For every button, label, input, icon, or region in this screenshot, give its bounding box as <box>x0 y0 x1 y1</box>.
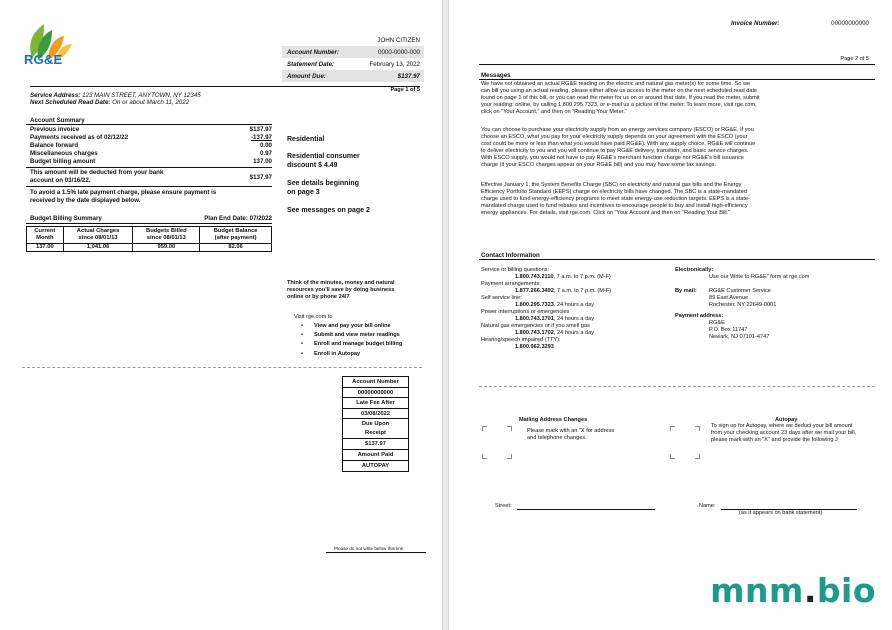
account-header-box <box>282 34 424 82</box>
column-header: Current Month <box>27 227 64 244</box>
details-line: on page 3 <box>287 188 320 196</box>
summary-row <box>30 134 272 141</box>
table-cell: 959.00 <box>133 244 200 252</box>
stub-amount: $137.97 <box>343 439 408 450</box>
list-item: • View and pay your bill online <box>294 322 434 331</box>
contact-label: Hearing/speech impaired (TTY): <box>481 337 561 343</box>
by-mail-block <box>675 288 875 309</box>
messages-note: See messages on page 2 <box>287 207 370 214</box>
deducted-line: This amount will be deducted from your bank <box>30 169 164 176</box>
rate-class: Residential <box>287 136 325 143</box>
column-header: Budgets Billed since 08/01/13 <box>133 227 200 244</box>
contact-label: Power interruptions or emergencies <box>481 309 570 315</box>
do-not-write-rule <box>326 552 426 553</box>
summary-label: Budget billing amount <box>30 158 96 165</box>
contact-list <box>481 267 681 351</box>
summary-label: Previous invoice <box>30 126 80 133</box>
invoice-number-label: Invoice Number: <box>731 20 780 27</box>
tear-line <box>479 386 875 387</box>
next-read-label: Next Scheduled Read Date: <box>30 99 111 106</box>
name-label: Name: <box>699 503 716 509</box>
rge-logo-text: RG&E <box>24 52 63 67</box>
messages-title: Messages <box>481 72 511 79</box>
contact-label: Payment arrangements: <box>481 281 541 287</box>
statement-date-value: February 13, 2022 <box>369 60 420 68</box>
messages-rule <box>479 79 875 80</box>
stub-account-number: 00000000000 <box>343 388 408 399</box>
budget-billing-title: Budget Billing Summary <box>30 215 102 222</box>
plan-end-date: Plan End Date: 07/2022 <box>204 215 272 222</box>
remittance-stub <box>342 376 409 472</box>
mailing-changes-title: Mailing Address Changes <box>519 417 588 423</box>
contact-number-line: 1.800.743.1702, 24 hours a day <box>515 330 595 336</box>
contact-number-line: 1.800.743.1701, 24 hours a day <box>515 316 595 322</box>
summary-value: 137.00 <box>253 158 272 165</box>
summary-row <box>30 158 272 165</box>
contact-label: Self service line: <box>481 295 522 301</box>
summary-value: -137.97 <box>251 134 272 141</box>
table-cell: 137.00 <box>27 244 64 252</box>
account-number-value: 0000-0000-000 <box>378 48 420 56</box>
contact-info-title: Contact Information <box>481 252 540 259</box>
summary-row <box>30 126 272 133</box>
mark-box-corner <box>670 426 675 431</box>
account-number-row <box>282 46 424 58</box>
amount-due-row <box>282 70 424 82</box>
mailing-changes-note: Please mark with an "X for address and telephone changes. <box>527 428 615 441</box>
discount-line: Residential consumer <box>287 153 360 160</box>
contact-label: Service or billing questions: <box>481 267 550 273</box>
statement-date-label: Statement Date: <box>287 60 335 68</box>
contact-number-line: 1.800.295.7323, 24 hours a day <box>515 302 595 308</box>
online-promo <box>287 280 427 301</box>
table-header-row <box>27 227 272 244</box>
statement-date-row <box>282 58 424 70</box>
account-summary-title: Account Summary <box>30 117 85 124</box>
do-not-write-note: Please do not write below this line <box>334 546 404 551</box>
street-input-line[interactable] <box>517 509 655 510</box>
message-paragraph: You can choose to purchase your electricity supply from an energy services company (ESCO) or RG&E. If you choose an ESCO, what you pay for your electricity supply depends on your agreement with the ESCO (your cost could be more or less than what you would have paid RG&E). With any supply choice, RG&E will continue to deliver electricity to you and you will continue to pay RG&E delivery, transition, and basic service charges. With ESCO supply, you would not have to pay RG&E's merchant function charge nor RG&E's bill issuance charge (if your ESCO charges appear on your RG&E bill) and you may have some tax savings. <box>481 127 756 168</box>
deducted-note <box>30 169 230 184</box>
service-address-label: Service Address: <box>30 92 81 99</box>
budget-billing-table <box>26 226 272 252</box>
summary-label: Miscellaneous charges <box>30 150 98 157</box>
bill-page-1 <box>0 0 443 630</box>
budget-title-rule <box>26 223 272 224</box>
stub-late-fee-date: 03/08/2022 <box>343 409 408 420</box>
summary-row <box>30 150 272 157</box>
summary-top-rule <box>26 124 272 125</box>
mark-box-corner <box>507 454 512 459</box>
electronically-label: Electronically: <box>675 267 714 273</box>
mark-box-corner <box>670 454 675 459</box>
bill-page-2 <box>448 0 892 630</box>
mnm-bio-watermark <box>710 571 876 610</box>
customer-name-row <box>282 34 424 46</box>
mark-box-corner <box>695 454 700 459</box>
next-read-date: On or about March 11, 2022 <box>112 99 190 106</box>
contact-number-line: 1.800.962.3293 <box>515 344 554 350</box>
customer-name: JOHN CITIZEN <box>377 36 420 44</box>
mark-box-corner <box>482 426 487 431</box>
deducted-line: account on 03/16/22. <box>30 176 91 184</box>
mark-box-corner <box>482 454 487 459</box>
payment-address: RG&E P.O. Box 11747 Newark, NJ 07101-4747 <box>709 320 770 340</box>
mark-box-corner <box>507 426 512 431</box>
amount-due-value: $137.97 <box>397 72 420 80</box>
watermark-tail: bio <box>816 571 876 610</box>
details-note <box>287 180 359 197</box>
discount-line: discount $ 4.49 <box>287 161 338 169</box>
stub-account-label: Account Number <box>343 377 408 388</box>
contact-channels <box>675 267 875 341</box>
stub-due: Due Upon Receipt <box>343 419 408 439</box>
contact-label: Natural gas emergencies or if you smell gas <box>481 323 590 329</box>
table-cell: 82.06 <box>200 244 272 252</box>
next-read-line <box>30 99 189 107</box>
consumer-discount <box>287 153 360 170</box>
summary-value: 0.97 <box>259 150 272 157</box>
page-number: Page 1 of 5 <box>390 87 420 93</box>
by-mail-address: RG&E Customer Service 89 East Avenue Rochester, NY 22649-0001 <box>709 288 777 308</box>
table-row <box>27 244 272 252</box>
stub-amount-paid-label: Amount Paid <box>343 450 408 461</box>
payment-address-label: Payment address: <box>675 313 724 319</box>
summary-total-rule <box>26 167 272 168</box>
service-address: 123 MAIN STREET, ANYTOWN, NY 12345 <box>82 92 201 99</box>
list-item: • Enroll and manage budget billing <box>294 340 434 349</box>
page-number: Page 2 of 5 <box>840 56 869 62</box>
by-mail-label: By mail: <box>675 288 697 294</box>
account-number-label: Account Number: <box>287 48 339 56</box>
visit-rge: Visit rge.com to <box>294 314 333 320</box>
online-services-list <box>294 322 434 359</box>
amount-due-label: Amount Due: <box>287 72 326 80</box>
stub-autopay: AUTOPAY <box>361 462 390 469</box>
summary-bottom-rule <box>26 186 272 187</box>
stub-late-fee-label: Late Fee After <box>343 398 408 409</box>
late-fee-line: received by the date displayed below. <box>30 196 141 204</box>
summary-label: Balance forward <box>30 142 79 149</box>
summary-value: $137.97 <box>249 126 272 133</box>
name-note: (as it appears on bank statement) <box>739 510 823 516</box>
table-cell: 1,041.06 <box>63 244 133 252</box>
late-fee-notice <box>30 189 272 204</box>
invoice-number: 00000000000 <box>831 20 869 27</box>
summary-label: Payments received as of 02/12/22 <box>30 134 129 141</box>
contact-rule <box>479 259 875 260</box>
electronically-text: Use our Write to RG&E" form at rge.com <box>709 274 810 280</box>
list-item: • Enroll in Autopay <box>294 350 434 359</box>
details-line: See details beginning <box>287 180 359 187</box>
autopay-title: Autopay <box>775 417 798 423</box>
message-paragraph: Effective January 1, the System Benefits Charge (SBC) on electricity and natural gas bills and the Energy Efficiency Portfolio Standard (EEPS) charge on electricity bills have changed. The SBC is a state-mandated charge used to fund energy-efficiency programs to meet state energy-use reduction targets. EEPS is a state- mandated charge used to fund rebates and incentives to encourage people to buy and install high-efficiency energy appliances. For details, visit rge.com. Click on "Your Account and then on "Reading Your Bill." <box>481 182 750 216</box>
watermark-dot: . <box>803 571 817 610</box>
summary-value: 0.00 <box>259 142 272 149</box>
contact-number-line: 1.877.266.3492, 7 a.m. to 7 p.m. (M-F) <box>515 288 612 294</box>
message-paragraph: We have not obtained an actual RG&E reading on the electric and natural gas meter(s) for some time. So we can bill you using an actual reading, please either allow us access to the meter on the next scheduled read date found on page 1 of this bill, or you can read the meter for us on or around that date. If you read the meter, submit your reading: online, by calling 1.800.295.7323, or e-mail us a picture of the meter. To learn more, visit rge.com, click on "Your Account," and then on "Reading Your Meter." <box>481 81 760 115</box>
column-header: Actual Charges since 08/01/13 <box>63 227 133 244</box>
promo-line: online or by phone 24/7 <box>287 294 350 300</box>
street-label: Street: <box>495 503 512 509</box>
mark-box-corner <box>695 426 700 431</box>
watermark-main: mnm <box>710 571 804 610</box>
list-item: • Submit and view meter readings <box>294 331 434 340</box>
autopay-note: To sign up for Autopay, where we deduct your bill amount from your checking account 23 days after we mail your bill, please mark with an "X" and provide the following J <box>711 423 857 443</box>
tear-line <box>22 367 422 368</box>
promo-line: Think of the minutes, money and natural <box>287 280 395 286</box>
promo-line: resources you'll save by doing business <box>287 287 395 293</box>
summary-row <box>30 142 272 149</box>
late-fee-line: To avoid a 1.5% late payment charge, please ensure payment is <box>30 189 217 196</box>
contact-number-line: 1.800.743.2110, 7 a.m. to 7 p.m. (M-F) <box>515 274 611 280</box>
deducted-amount: $137.97 <box>249 174 272 181</box>
column-header: Budget Balance (after payment) <box>200 227 272 244</box>
header-divider <box>479 64 875 65</box>
